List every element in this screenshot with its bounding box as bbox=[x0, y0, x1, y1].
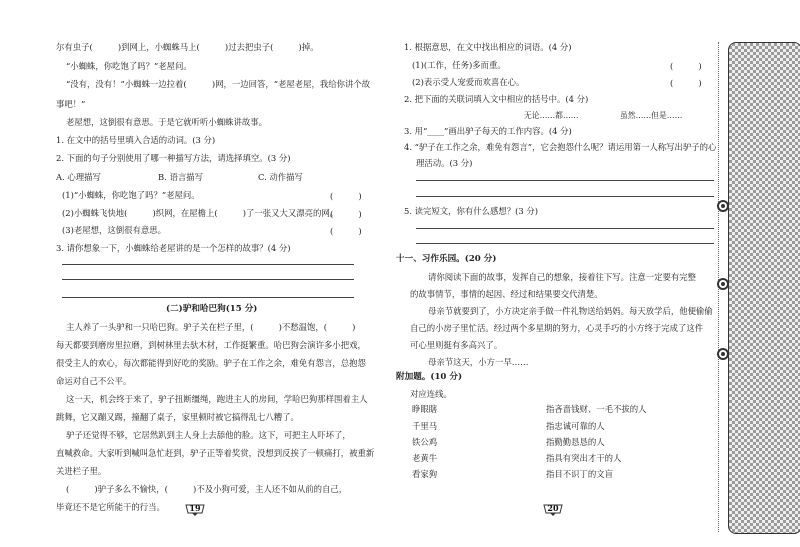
question-2: 2. 下面的句子分别使用了哪一种描写方法，请选择填空。(3 分) bbox=[56, 153, 291, 163]
binding-strip bbox=[728, 42, 800, 534]
section-eleven-title: 十一、习作乐园。(20 分) bbox=[396, 254, 497, 264]
story-line: 可心里则挺有多高兴了。 bbox=[410, 340, 503, 350]
text-line: 事吧！” bbox=[56, 99, 86, 109]
text-line: “没有，没有！”小蜘蛛一边拉着( )网，一边回答，“老屋老屋，我给你讲个故 bbox=[66, 79, 371, 89]
binding-hole-icon bbox=[717, 278, 729, 290]
question-1: 1. 在文中的括号里填入合适的动词。(3 分) bbox=[56, 135, 216, 145]
sentence-1: (1)“小蜘蛛，你吃饱了吗？”老屋问。 bbox=[62, 190, 200, 200]
binding-hole-icon bbox=[717, 348, 729, 360]
bonus-title: 附加题。(10 分) bbox=[396, 372, 463, 382]
question-1: 1. 根据意思，在文中找出相应的词语。(4 分) bbox=[404, 42, 572, 52]
answer-line[interactable] bbox=[62, 264, 354, 265]
prompt-line: 请你阅读下面的故事，发挥自己的想象，接着往下写。注意一定要有完整 bbox=[428, 272, 696, 282]
passage-line: ( )驴子多么不愉快，( )不及小狗可爱，主人还不如从前的自己， bbox=[66, 484, 348, 494]
page-number: 20 bbox=[547, 503, 559, 513]
match-left-item[interactable]: 看家狗 bbox=[412, 469, 438, 479]
answer-paren[interactable]: ( ) bbox=[670, 78, 702, 88]
match-left-item[interactable]: 老黄牛 bbox=[412, 453, 438, 463]
binding-hole-icon bbox=[717, 200, 729, 212]
answer-line[interactable] bbox=[416, 243, 714, 244]
page-number: 19 bbox=[189, 503, 201, 513]
text-line: 老屋想，这倒很有意思。于是它就听听小蜘蛛讲故事。 bbox=[66, 117, 267, 127]
prompt-line: 的故事情节，事情的起因、经过和结果要交代清楚。 bbox=[410, 289, 603, 299]
sentence-2: (2)小蜘蛛飞快地( )织网，在屋檐上( )了一张又大又漂亮的网。 bbox=[62, 208, 339, 218]
conjunction-1: 无论……都…… bbox=[524, 111, 579, 120]
match-left-item[interactable]: 千里马 bbox=[412, 421, 438, 431]
question-1a: (1)(工作，任务)多而重。 bbox=[412, 60, 506, 70]
question-4b: 理活动。(3 分) bbox=[416, 158, 473, 168]
answer-paren[interactable]: ( ) bbox=[330, 209, 362, 219]
answer-line[interactable] bbox=[416, 196, 714, 197]
match-right-item[interactable]: 指勤勤恳恳的人 bbox=[546, 437, 605, 447]
passage-line: 很受主人的欢心，每次都能得到好吃的奖励。驴子在工作之余，难免有怨言，总抱怨 bbox=[56, 358, 366, 368]
answer-paren[interactable]: ( ) bbox=[670, 61, 702, 71]
option-a: A. 心理描写 bbox=[56, 172, 101, 182]
option-b: B. 语言描写 bbox=[158, 172, 203, 182]
passage-line: 命运对自己不公平。 bbox=[56, 376, 132, 386]
question-3: 3. 请你想象一下，小蜘蛛给老屋讲的是一个怎样的故事？(4 分) bbox=[56, 243, 291, 253]
passage-line: 直喊救命。大家听到喊叫急忙赶到，驴子正等着奖赏，没想到反挨了一顿痛打，被重新 bbox=[56, 448, 375, 458]
passage-line: 毕竟还不是它所能干的行当。 bbox=[56, 502, 165, 512]
text-line: “小蜘蛛，你吃饱了吗？”老屋问。 bbox=[66, 61, 192, 71]
match-left-item[interactable]: 睁眼瞎 bbox=[412, 404, 438, 414]
question-5: 5. 读完短文，你有什么感想？(3 分) bbox=[404, 206, 539, 216]
conjunction-2: 虽然……但是…… bbox=[620, 111, 683, 120]
text-line: 尔有虫子( )到网上，小蜘蛛马上( )过去把虫子( )掉。 bbox=[56, 42, 319, 52]
answer-line[interactable] bbox=[416, 180, 714, 181]
match-right-item[interactable]: 指目不识丁的文盲 bbox=[546, 469, 613, 479]
match-left-item[interactable]: 铁公鸡 bbox=[412, 437, 438, 447]
match-right-item[interactable]: 指吝啬钱财、一毛不拔的人 bbox=[546, 404, 647, 414]
passage-line: 主人养了一头驴和一只哈巴狗。驴子关在栏子里，( )不愁温饱，( ) bbox=[66, 322, 356, 332]
story-line: 母亲节这天，小方一早…… bbox=[428, 357, 529, 367]
match-intro: 对应连线。 bbox=[410, 389, 452, 399]
answer-line[interactable] bbox=[62, 279, 354, 280]
option-c: C. 动作描写 bbox=[258, 172, 303, 182]
match-right-item[interactable]: 指具有突出才干的人 bbox=[546, 453, 622, 463]
match-right-item[interactable]: 指忠诚可靠的人 bbox=[546, 421, 605, 431]
answer-paren[interactable]: ( ) bbox=[330, 191, 362, 201]
question-3: 3. 用“____”画出驴子每天的工作内容。(4 分) bbox=[404, 126, 572, 136]
passage-line: 每天都要到磨房里拉磨，到树林里去驮木材，工作挺繁重。哈巴狗会演许多小把戏， bbox=[56, 340, 366, 350]
story-line: 母亲节就要到了，小方决定亲手做一件礼物送给妈妈。每天放学后，他便偷偷 bbox=[428, 306, 713, 316]
sentence-3: (3)老屋想，这倒很有意思。 bbox=[62, 225, 166, 235]
passage-line: 驴子还觉得不够，它居然趴到主人身上去舔他的脸。这下，可把主人吓坏了， bbox=[66, 430, 351, 440]
question-2: 2. 把下面的关联词填入文中相应的括号中。(4 分) bbox=[404, 94, 589, 104]
passage-line: 跳舞，它又蹦又踢，撞翻了桌子，家里顿时被它搞得乱七八糟了。 bbox=[56, 412, 299, 422]
section-title: (二)驴和哈巴狗(15 分) bbox=[166, 304, 258, 314]
right-page bbox=[396, 0, 730, 547]
question-1b: (2)表示受人宠爱而欢喜在心。 bbox=[412, 77, 525, 87]
story-line: 自己的小房子里忙活。经过两个多星期的努力，心灵手巧的小方终于完成了这件 bbox=[410, 323, 704, 333]
answer-line[interactable] bbox=[416, 228, 714, 229]
question-4: 4. “驴子在工作之余，难免有怨言”，它会抱怨什么呢？请运用第一人称写出驴子的心 bbox=[404, 142, 717, 152]
passage-line: 这一天，机会终于来了，驴子扭断缰绳，跑进主人的房间，学哈巴狗那样围着主人 bbox=[66, 394, 368, 404]
answer-line[interactable] bbox=[62, 297, 354, 298]
passage-line: 关进栏子里。 bbox=[56, 466, 107, 476]
answer-paren[interactable]: ( ) bbox=[330, 226, 362, 236]
